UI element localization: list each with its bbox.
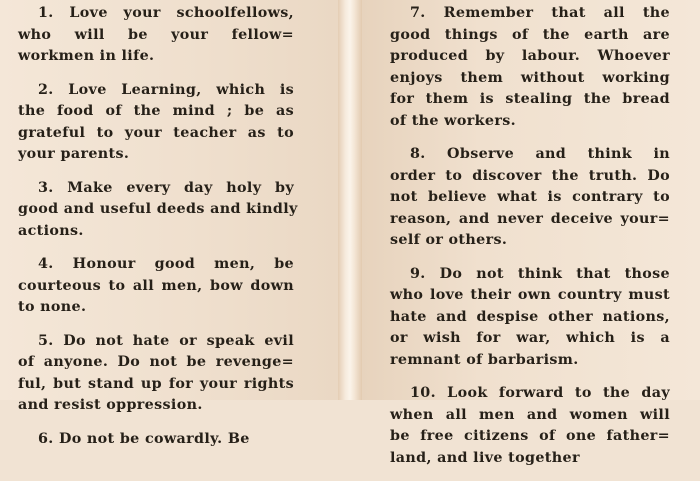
rule-paragraph	[390, 144, 670, 252]
text-line: courteous to all men, bow down	[18, 277, 294, 294]
rule-paragraph	[390, 383, 670, 469]
rule-paragraph	[18, 254, 294, 319]
text-line: remnant of barbarism.	[390, 351, 579, 368]
text-line: order to discover the truth. Do	[390, 167, 670, 184]
text-line: of the workers.	[390, 112, 516, 129]
left-column	[18, 3, 298, 462]
text-line: to none.	[18, 299, 87, 315]
text-line: when all men and women will	[390, 406, 670, 423]
left-page	[0, 0, 338, 447]
text-line: ful, but stand up for your rights	[18, 375, 294, 392]
text-line: 3. Make every day holy by	[38, 179, 294, 196]
rule-paragraph	[390, 264, 670, 372]
text-line: good things of the earth are	[390, 26, 670, 43]
rule-paragraph	[390, 3, 670, 132]
text-line: the food of the mind ; be as	[18, 103, 294, 119]
text-line: produced by labour. Whoever	[390, 48, 670, 64]
text-line: and resist oppression.	[18, 397, 203, 413]
text-line: enjoys them without working	[390, 69, 670, 86]
text-line: good and useful deeds and kindly	[18, 201, 298, 217]
text-line: 4. Honour good men, be	[38, 256, 294, 272]
text-line: 2. Love Learning, which is	[38, 81, 294, 98]
rule-paragraph	[18, 429, 294, 451]
text-line: 6. Do not be cowardly. Be	[38, 430, 250, 447]
text-line: for them is stealing the bread	[390, 91, 670, 107]
text-line: hate and despise other nations,	[390, 308, 670, 325]
text-line: 8. Observe and think in	[410, 146, 670, 162]
rule-paragraph	[18, 331, 294, 417]
text-line: not believe what is contrary to	[390, 189, 670, 205]
text-line: reason, and never deceive your=	[390, 210, 670, 227]
text-line: your parents.	[18, 146, 130, 162]
text-line: or wish for war, which is a	[390, 330, 670, 346]
rule-paragraph	[18, 80, 294, 166]
text-line: workmen in life.	[18, 48, 155, 64]
text-line: actions.	[18, 222, 84, 239]
text-line: self or others.	[390, 232, 508, 248]
book-gutter	[338, 0, 362, 400]
text-line: be free citizens of one father=	[390, 428, 670, 444]
text-line: land, and live together	[390, 449, 580, 466]
text-line: 10. Look forward to the day	[410, 385, 670, 401]
right-page	[362, 0, 700, 466]
text-line: who will be your fellow=	[18, 26, 294, 43]
text-line: 5. Do not hate or speak evil	[38, 332, 294, 349]
text-line: grateful to your teacher as to	[18, 124, 294, 141]
text-line: 1. Love your schoolfellows,	[38, 5, 294, 21]
rule-paragraph	[18, 178, 298, 243]
text-line: who love their own country must	[390, 287, 670, 303]
rule-paragraph	[18, 3, 294, 68]
text-line: of anyone. Do not be revenge=	[18, 354, 294, 370]
text-line: 7. Remember that all the	[410, 5, 670, 21]
text-line: 9. Do not think that those	[410, 265, 670, 282]
right-column	[390, 3, 670, 481]
